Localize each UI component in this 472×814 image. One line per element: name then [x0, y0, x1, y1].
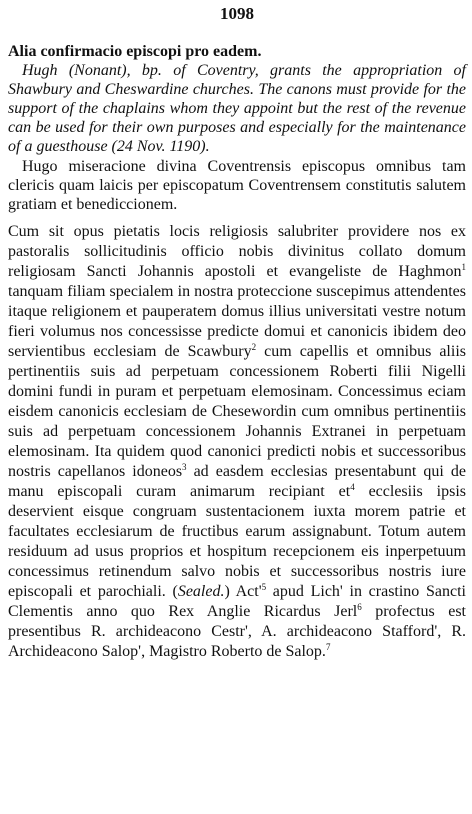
document-summary: Hugh (Nonant), bp. of Coventry, grants the appropriation of Shawbury and Cheswardine churches. The canons must provide for the support of the chaplains whom they appoint but the rest of the revenue can be used for their own purposes and especially for the maintenance of a guesthouse (24 Nov. 1190).: [8, 62, 466, 155]
body-segment: cum capellis et omnibus aliis pertinentiis suis ad perpetuam concessionem Roberti filii Nigelli domini fundi in puram et perpetuam elemosinam. Concessimus eciam eisdem canonicis ecclesiam de Chesewordin cum omnibus pertinentiis suis ad perpetuam concessionem Johannis Extranei in perpetuam elemosinam. Ita quidem quod canonici predicti nobis et successoribus nostris capellanos idoneos: [8, 343, 466, 480]
footnote-ref: 1: [461, 262, 466, 272]
page-number: 1098: [220, 4, 254, 23]
body-segment: Cum sit opus pietatis locis religiosis salubriter providere nos ex pastoralis sollicitudinis officio nobis divinitus collato domum religiosam Sancti Johannis apostoli et evangeliste de Haghmon: [8, 223, 466, 280]
footnote-ref: 6: [357, 602, 362, 612]
body-segment: profectus est presentibus R. archideacono Cestr', A. archideacono Stafford', R. Archideacono Salop', Magistro Roberto de Salop.: [8, 603, 466, 660]
body-segment: ad easdem ecclesias presentabunt qui de manu episcopali curam animarum recipiant et: [8, 463, 466, 500]
footnote-ref: 2: [251, 342, 257, 352]
body-segment: ecclesiis ipsis deservient eisque congruam sustentacionem iuxta morem patrie et facultates ecclesiarum de fructibus earum assignabunt. Totum autem residuum ad usus proprios et hospitum recepcionem eis inperpetuum concessimus retinendum salvo nobis et successoribus nostris iure episcopali et parochiali. (: [8, 483, 466, 600]
footnote-ref: 3: [182, 462, 187, 472]
document-page: [8, 4, 466, 662]
footnote-ref: 5: [261, 582, 267, 592]
charter-address: Hugo miseracione divina Coventrensis episcopus omnibus tam clericis quam laicis per episcopatum Coventrensem constitutis salutem gratiam et benediccionem.: [8, 158, 466, 213]
footnote-ref: 7: [325, 642, 331, 652]
body-segment: apud Lich' in crastino Sancti Clementis anno quo Rex Anglie Ricardus Jerl: [8, 583, 466, 620]
body-segment: tanquam filiam specialem in nostra proteccione suscepimus attendentes itaque religionem et pauperatem domus illius universitati vestre notum fieri volumus nos concessisse predicte domui et canonicis ibidem deo servientibus ecclesiam de Scawbury: [8, 283, 466, 360]
charter-body: [8, 222, 466, 662]
body-segment: ) Act': [224, 583, 262, 600]
sealed-note: Sealed.: [177, 583, 225, 600]
footnote-ref: 4: [350, 482, 355, 492]
document-title: Alia confirmacio episcopi pro eadem.: [8, 43, 262, 60]
